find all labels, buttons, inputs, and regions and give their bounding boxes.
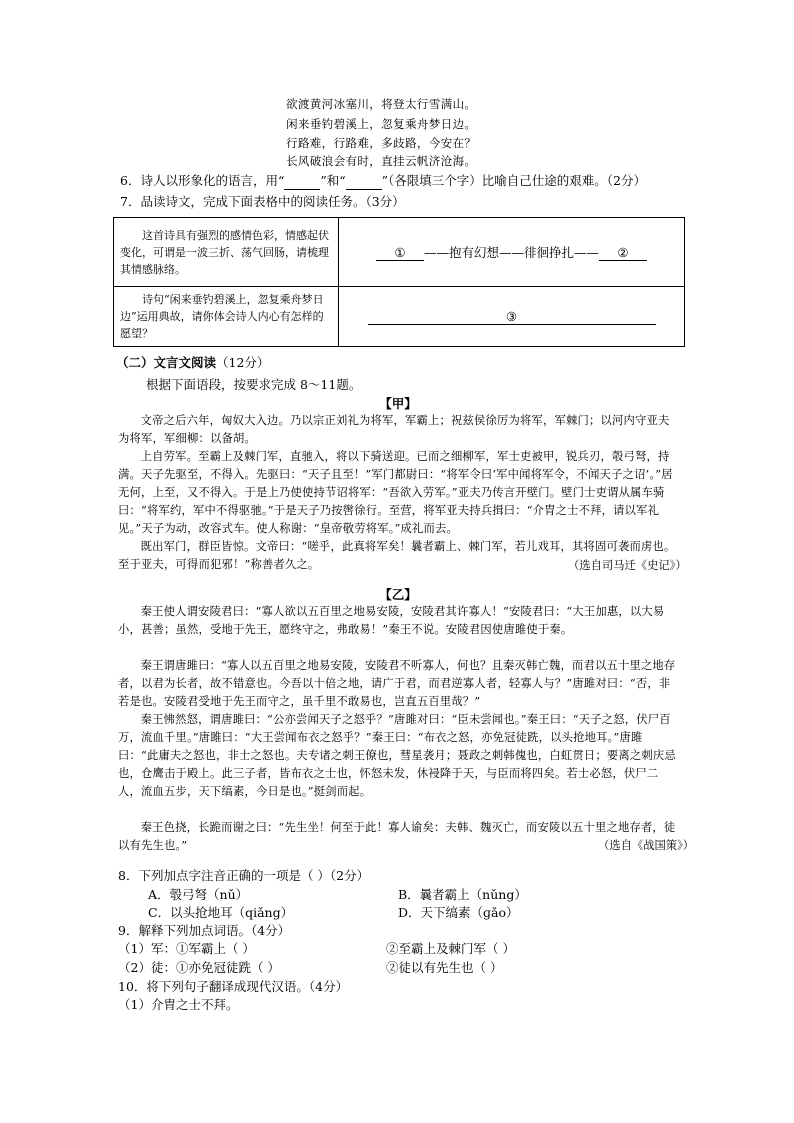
q9-item-2a[interactable]: （2）徒：①亦免冠徒跣（ ） (118, 960, 280, 975)
section-score: （12分） (216, 355, 270, 370)
passage-yi-para-2: 秦王谓唐雎曰：“寡人以五百里之地易安陵，安陵君不听寡人，何也？且秦灭韩亡魏，而君以五十里之地存者，以君为长者，故不错意也。今吾以十倍之地，请广于君，而君逆寡人者，轻寡人与？”唐雎对曰：“否，非若是也。安陵君受地于先王而守之，虽千里不敢易也，岂直五百里哉？” (118, 659, 676, 708)
passage-yi-para-1: 秦王使人谓安陵君曰：“寡人欲以五百里之地易安陵，安陵君其许寡人！”安陵君曰：“大王加惠，以大易小，甚善；虽然，受地于先王，愿终守之，弗敢易！”秦王不说。安陵君因使唐雎使于秦。 (118, 605, 665, 636)
table-row (114, 218, 685, 287)
passage-yi-title: 【乙】 (379, 587, 417, 602)
q10-sentence-1: （1）介胄之士不拜。 (118, 997, 239, 1012)
task-2-answer[interactable] (339, 287, 685, 347)
task-1-prompt (114, 218, 339, 287)
section-instruction: 根据下面语段，按要求完成 8～11题。 (146, 377, 362, 392)
passage-jia-para-3: 既出军门，群臣皆惊。文帝曰：“嗟乎，此真将军矣！曩者霸上、棘门军，若儿戏耳，其将固可袭而虏也。至于亚夫，可得而犯邪！”称善者久之。 (118, 540, 676, 571)
question-7: 7．品读诗文，完成下面表格中的阅读任务。（3分） (120, 194, 405, 209)
passage-jia-para-1: 文帝之后六年，匈奴大入边。乃以宗正刘礼为将军，军霸上；祝兹侯徐厉为将军，军棘门；以河内守亚夫为将军，军细柳：以备胡。 (118, 414, 670, 445)
q6-text-2: ”和“ (320, 173, 346, 188)
answer-blank-3[interactable]: ③ (368, 309, 656, 325)
poem-line-2: 闲来垂钓碧溪上，忽复乘舟梦日边。 (286, 117, 477, 131)
task-1-answer[interactable] (339, 218, 685, 287)
q8-option-b[interactable]: B．曩者霸上（nǔng） (398, 887, 527, 902)
answer-blank-2[interactable]: ② (599, 245, 647, 261)
passage-jia-title: 【甲】 (379, 396, 417, 411)
passage-jia-para-2: 上自劳军。至霸上及棘门军，直驰入，将以下骑送迎。已而之细柳军，军士吏被甲，锐兵刃，彀弓弩，持满。天子先驱至，不得入。先驱曰：“天子且至！”军门都尉曰：“将军令曰‘军中闻将军令，不闻天子之诏’。”居无何，上至，又不得入。于是上乃使使持节诏将军：“吾欲入劳军。”亚夫乃传言开壁门。壁门士吏谓从属车骑曰：“将军约，军中不得驱驰。”于是天子乃按辔徐行。至营，将军亚夫持兵揖曰：“介胄之士不拜，请以军礼见。”天子为动，改容式车。使人称谢：“皇帝敬劳将军。”成礼而去。 (118, 450, 673, 535)
q9-item-1a[interactable]: （1）军：①军霸上（ ） (118, 941, 255, 956)
task-1-prompt-text: 这首诗具有强烈的感情色彩，情感起伏变化，可谓是一波三折、荡气回肠，请梳理其情感脉络。 (120, 228, 329, 276)
task-2-prompt (114, 287, 339, 347)
question-9: 9．解释下列加点词语。（4分） (118, 923, 291, 938)
emotion-chain-text: ——抱有幻想——徘徊挣扎—— (423, 245, 599, 260)
question-10: 10．将下列句子翻译成现代汉语。（4分） (118, 979, 349, 994)
answer-blank-1[interactable]: ① (376, 245, 424, 261)
poem-line-1: 欲渡黄河冰塞川，将登太行雪满山。 (286, 97, 477, 111)
q8-option-d[interactable]: D．天下缟素（ɡǎo） (398, 905, 519, 920)
q9-item-2b[interactable]: ②徒以有先生也（ ） (386, 960, 503, 975)
passage-jia-source: （选自司马迁《史记》） (568, 559, 687, 572)
q9-item-1b[interactable]: ②至霸上及棘门军（ ） (386, 941, 515, 956)
q6-text-3: ”（各限填三个字）比喻自己仕途的艰难。（2分） (381, 173, 646, 188)
section-heading (116, 355, 269, 371)
section-title: （二）文言文阅读 (116, 355, 217, 370)
table-row (114, 287, 685, 347)
q8-option-a[interactable]: A．彀弓弩（nǔ） (148, 887, 249, 902)
question-8: 8．下列加点字注音正确的一项是（ ）（2分） (118, 868, 370, 883)
q6-text-1: 6．诗人以形象化的语言，用“ (120, 173, 285, 188)
q8-option-c[interactable]: C．以头抢地耳（qiǎng） (148, 905, 294, 920)
poem-line-4: 长风破浪会有时，直挂云帆济沧海。 (286, 154, 477, 168)
poem-line-3: 行路难，行路难，多歧路，今安在？ (286, 136, 477, 150)
passage-yi-source: （选自《战国策》） (598, 839, 695, 852)
q6-blank-1[interactable] (284, 173, 320, 190)
question-6 (120, 173, 646, 190)
passage-yi-para-4: 秦王色挠，长跪而谢之曰：“先生坐！何至于此！寡人谕矣：夫韩、魏灭亡，而安陵以五十里之地存者，徒以有先生也。” (118, 821, 676, 852)
passage-yi-para-3: 秦王怫然怒，谓唐雎曰：“公亦尝闻天子之怒乎？”唐雎对曰：“臣未尝闻也。”秦王曰：“天子之怒，伏尸百万，流血千里。”唐雎曰：“大王尝闻布衣之怒乎？”秦王曰：“布衣之怒，亦免冠徒跣，以头抢地耳。”唐雎曰：“此庸夫之怒也，非士之怒也。夫专诸之刺王僚也，彗星袭月；聂政之刺韩傀也，白虹贯日；要离之刺庆忌也，仓鹰击于殿上。此三子者，皆布衣之士也，怀怒未发，休祲降于天，与臣而将四矣。若士必怒，伏尸二人，流血五步，天下缟素，今日是也。”挺剑而起。 (118, 713, 676, 798)
q6-blank-2[interactable] (346, 173, 382, 190)
task-2-prompt-text: 诗句“闲来垂钓碧溪上，忽复乘舟梦日边”运用典故，请你体会诗人内心有怎样的愿望？ (120, 293, 324, 340)
reading-task-table (113, 217, 685, 347)
